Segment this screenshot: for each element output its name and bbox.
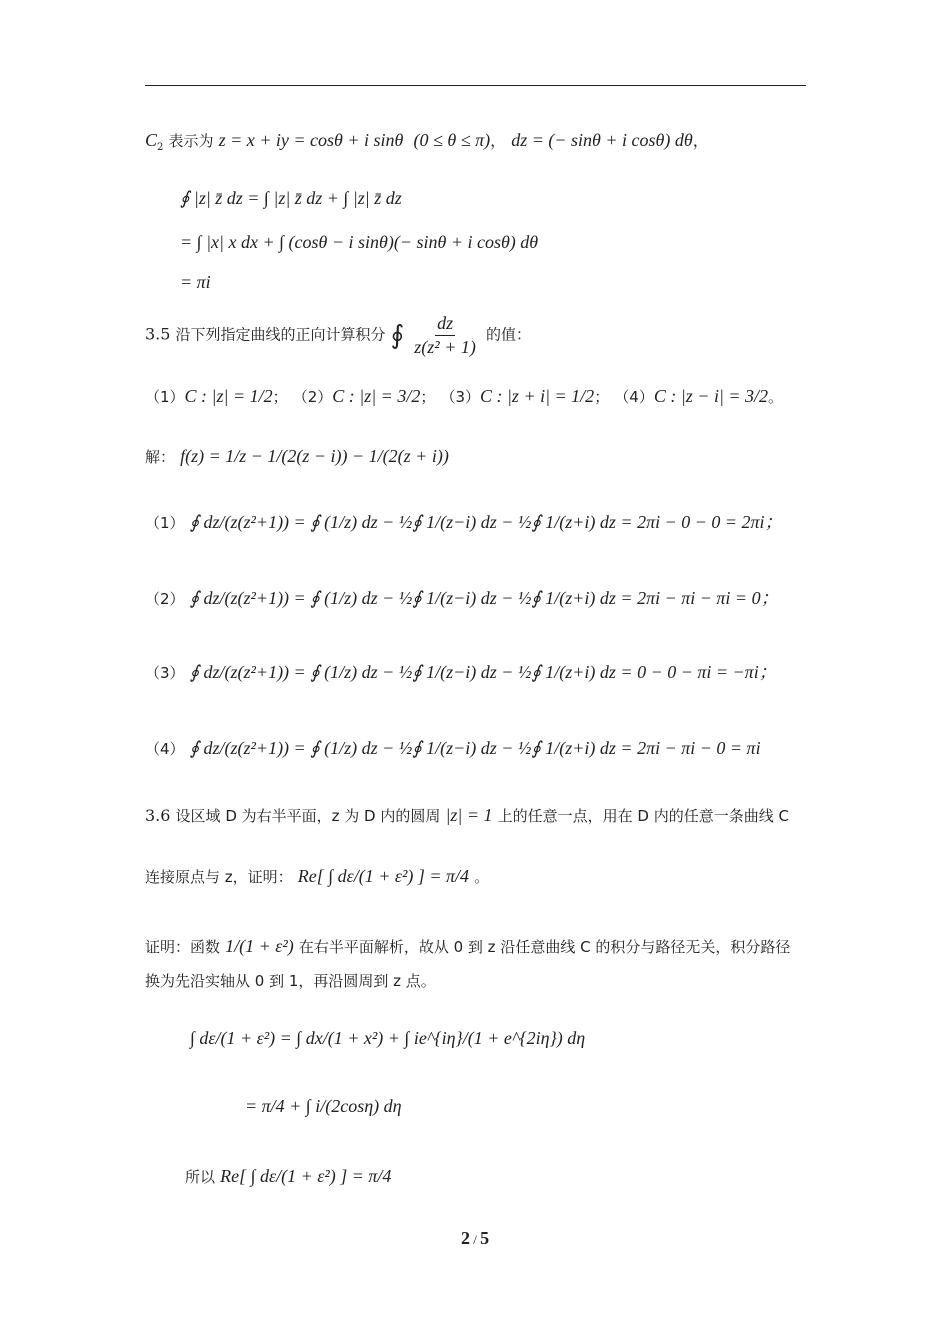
proof-line-1: 证明：函数 1/(1 + ε²) 在右半平面解析，故从 0 到 z 沿任意曲线 C 的积分与路径无关，积分路径 (145, 936, 791, 956)
claim-equation: Re[ ∫ dε/(1 + ε²) ] = π/4 (297, 866, 470, 886)
case-2: （2）C : |z| = 3/2； (292, 386, 436, 406)
problem-number: 3.6 (145, 806, 171, 825)
problem-3-5 (145, 312, 531, 358)
solution-label: 解： (145, 448, 176, 466)
proof-conclusion: 所以 Re[ ∫ dε/(1 + ε²) ] = π/4 (185, 1166, 392, 1186)
problem-3-6-line1: 3.6 设区域 D 为右半平面，z 为 D 内的圆周 |z| = 1 上的任意一点，用在 D 内的任意一条曲线 C (145, 805, 789, 825)
integral-line-2: = ∫ |x| x dx + ∫ (cosθ − i sinθ)(− sinθ + i cosθ) dθ (180, 232, 539, 252)
case-1: （1）C : |z| = 1/2； (145, 386, 288, 406)
c2-parametrization-line: $C_2$ 表示为 z = x + iy = cosθ + i sinθ (0 ≤ θ ≤ π)， dz = (− sinθ + i cosθ) dθ， (145, 130, 709, 154)
problem-3-5-cases (145, 386, 783, 408)
c2-range: (0 ≤ θ ≤ π) (413, 130, 491, 150)
problem-number: 3.5 (145, 324, 171, 344)
case-3: （3）C : |z + i| = 1/2； (440, 386, 610, 406)
proof-function: 1/(1 + ε²) (225, 936, 294, 956)
current-page: 2 (460, 1228, 470, 1248)
proof-equation-2: = π/4 + ∫ i/(2cosη) dη (245, 1096, 402, 1116)
fraction-denominator: z(z² + 1) (414, 336, 476, 357)
total-pages: 5 (480, 1228, 490, 1248)
solution-row-3: （3） ∮ dz/(z(z²+1)) = ∮ (1/z) dz − ½∮ 1/(z−i) dz − ½∮ 1/(z+i) dz = 0 − 0 − πi = −πi； (145, 662, 777, 682)
solution-row-1: （1） ∮ dz/(z(z²+1)) = ∮ (1/z) dz − ½∮ 1/(z−i) dz − ½∮ 1/(z+i) dz = 2πi − 0 − 0 = 2πi； (145, 512, 783, 532)
problem-3-6-line2: 连接原点与 z，证明： Re[ ∫ dε/(1 + ε²) ] = π/4 。 (145, 866, 490, 886)
c2-text: 表示为 (168, 132, 214, 150)
solution-row-4: （4） ∮ dz/(z(z²+1)) = ∮ (1/z) dz − ½∮ 1/(z−i) dz − ½∮ 1/(z+i) dz = 2πi − πi − 0 = πi (145, 738, 761, 758)
solution-fz (145, 446, 449, 468)
contour-integral-sign: ∮ (390, 320, 405, 350)
integrand-fraction (412, 312, 478, 358)
integral-line-3: = πi (180, 272, 211, 292)
fz-decomposition: f(z) = 1/z − 1/(2(z − i)) − 1/(2(z + i)) (180, 446, 449, 466)
page-number: 2 / 5 (460, 1228, 490, 1248)
proof-equation-1: ∫ dε/(1 + ε²) = ∫ dx/(1 + x²) + ∫ ie^{iη}/(1 + e^{2iη}) dη (190, 1028, 586, 1048)
solution-row-2: （2） ∮ dz/(z(z²+1)) = ∮ (1/z) dz − ½∮ 1/(z−i) dz − ½∮ 1/(z+i) dz = 2πi − πi − πi = 0； (145, 588, 779, 608)
header-rule (145, 85, 806, 86)
case-4: （4）C : |z − i| = 3/2。 (614, 386, 784, 406)
integral-line-1: ∮ |z| z̄ dz = ∫ |z| z̄ dz + ∫ |z| z̄ dz (180, 188, 402, 208)
fraction-numerator: dz (435, 312, 455, 336)
c2-symbol: C (145, 130, 158, 150)
problem-text: 沿下列指定曲线的正向计算积分 (175, 325, 386, 344)
c2-equation: z = x + iy = cosθ + i sinθ (218, 130, 404, 150)
problem-tail: 的值： (485, 325, 531, 344)
c2-subscript: 2 (157, 142, 164, 154)
c2-dz-equation: dz = (− sinθ + i cosθ) dθ (511, 130, 693, 150)
proof-line-2: 换为先沿实轴从 0 到 1，再沿圆周到 z 点。 (145, 972, 436, 990)
